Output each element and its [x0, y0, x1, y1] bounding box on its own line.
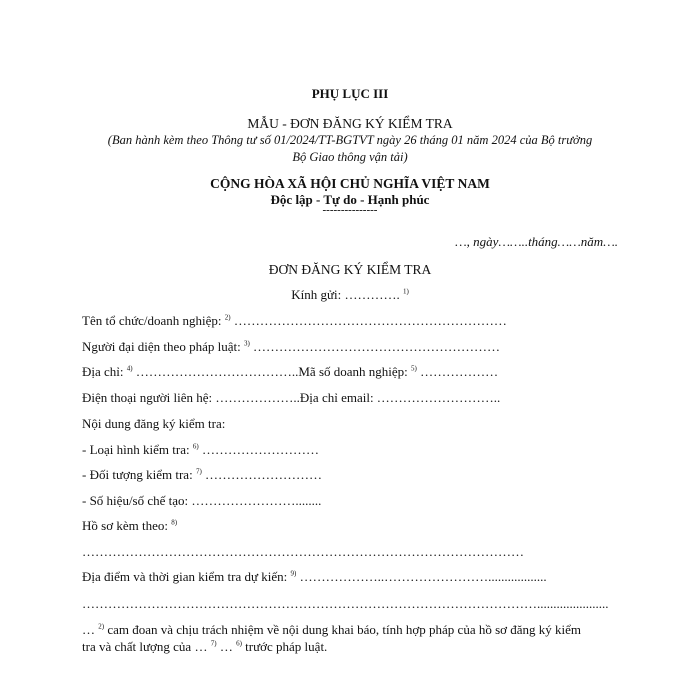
form-title: ĐƠN ĐĂNG KÝ KIỂM TRA [268, 262, 432, 277]
footnote-ref: 6) [236, 639, 242, 648]
footnote-ref: 4) [126, 364, 133, 373]
contact-line [82, 390, 500, 406]
recipient-line [0, 287, 700, 303]
footnote-ref: 1) [402, 287, 409, 296]
address-line [82, 364, 498, 380]
inspection-object-line [82, 467, 322, 483]
commitment-middle: … [219, 639, 233, 654]
footnote-ref: 2) [224, 313, 231, 322]
footnote-ref: 3) [243, 339, 250, 348]
footnote-ref: 7) [195, 467, 202, 476]
motto: Độc lập - Tự do - Hạnh phúc [270, 192, 430, 207]
appendix-title: PHỤ LỤC III [311, 86, 389, 101]
issued-note-line1: (Ban hành kèm theo Thông tư số 01/2024/TT-BGTVT ngày 26 tháng 01 năm 2024 của Bộ trưởng [107, 133, 593, 147]
inspection-type-line [82, 442, 319, 458]
legal-rep-line [82, 339, 500, 355]
content-heading: Nội dung đăng ký kiểm tra: [82, 416, 226, 431]
attached-docs-field[interactable]: ………………………………………………………………………………………… [82, 544, 524, 559]
commitment-text: cam đoan và chịu trách nhiệm về nội dung khai báo, tính hợp pháp của hồ sơ đăng ký kiểm [107, 622, 582, 637]
commitment-line2 [82, 639, 327, 655]
serial-number-line [82, 493, 321, 509]
issued-note-line2: Bộ Giao thông vận tải) [292, 150, 408, 164]
org-name-line [82, 313, 507, 329]
inspection-type-label: - Loại hình kiểm tra: [82, 442, 190, 457]
footnote-ref: 6) [192, 442, 199, 451]
inspection-object-label: - Đối tượng kiểm tra: [82, 467, 193, 482]
recipient-label: Kính gửi: …………. [291, 287, 400, 302]
form-title-heading: MẪU - ĐƠN ĐĂNG KÝ KIỂM TRA [247, 116, 453, 131]
commitment-line1 [82, 622, 581, 638]
address-label: Địa chỉ: [82, 364, 124, 379]
legal-rep-label: Người đại diện theo pháp luật: [82, 339, 241, 354]
inspection-type-field[interactable]: ……………………… [201, 442, 319, 457]
inspection-object-field[interactable]: ……………………… [205, 467, 323, 482]
location-time-field-continued[interactable]: ……………………………………………………………………………………………...................... [82, 596, 609, 611]
tax-code-label: Mã số doanh nghiệp: [298, 364, 408, 379]
legal-rep-field[interactable]: ………………………………………………… [253, 339, 501, 354]
footnote-ref: 7) [210, 639, 217, 648]
org-name-label: Tên tổ chức/doanh nghiệp: [82, 313, 222, 328]
address-field[interactable]: ……………………………….. [135, 364, 299, 379]
location-time-label: Địa điểm và thời gian kiểm tra dự kiến: [82, 569, 288, 584]
motto-separator: --------------- [322, 204, 378, 216]
contact-email-field[interactable]: Địa chỉ email: ……………………….. [299, 390, 501, 405]
attached-docs-label: Hồ sơ kèm theo: [82, 518, 168, 533]
commitment-text: trước pháp luật. [245, 639, 328, 654]
footnote-ref: 9) [290, 569, 297, 578]
commitment-prefix: … [82, 622, 95, 637]
location-time-line [82, 569, 547, 585]
contact-phone-field[interactable]: Điện thoại người liên hệ: ……………….. [82, 390, 300, 405]
attached-docs-line [82, 518, 177, 534]
country-name: CỘNG HÒA XÃ HỘI CHỦ NGHĨA VIỆT NAM [210, 176, 490, 191]
tax-code-field[interactable]: ……………… [420, 364, 499, 379]
footnote-ref: 5) [411, 364, 417, 373]
commitment-prefix: tra và chất lượng của … [82, 639, 208, 654]
org-name-field[interactable]: ……………………………………………………… [233, 313, 507, 328]
footnote-ref: 8) [171, 518, 178, 527]
footnote-ref: 2) [98, 622, 105, 631]
date-line: …, ngày……..tháng……năm…. [455, 234, 618, 249]
serial-number-field[interactable]: - Số hiệu/số chế tạo: ……………………........ [82, 493, 322, 508]
location-time-field[interactable]: ………………..…………………….................. [299, 569, 547, 584]
